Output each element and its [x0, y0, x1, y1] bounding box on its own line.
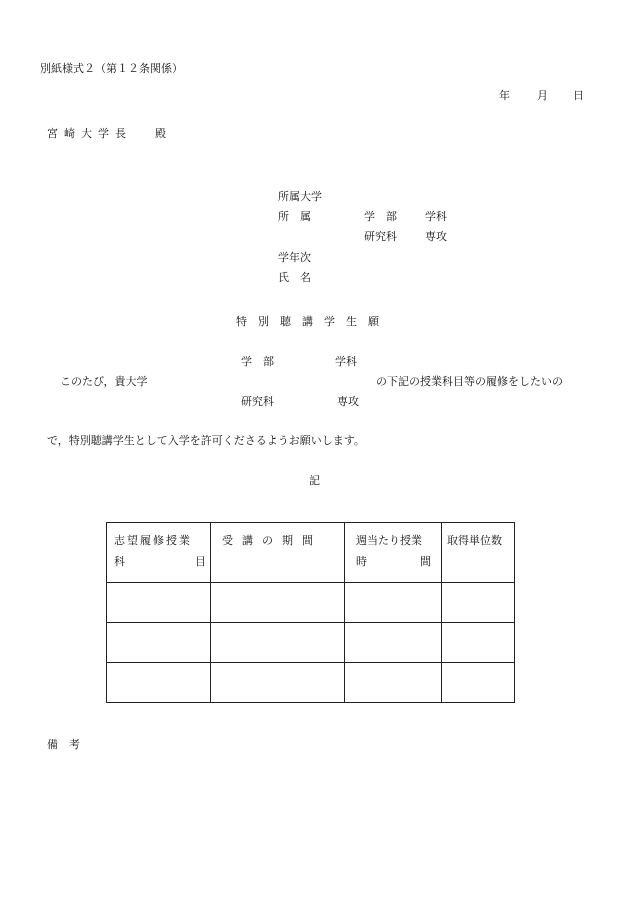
table-cell[interactable] — [107, 583, 211, 623]
label-grade: 学年次 — [278, 251, 311, 264]
label-university: 所属大学 — [278, 190, 322, 203]
header-credits-label: 取得単位数 — [447, 534, 502, 547]
table-cell[interactable] — [442, 583, 515, 623]
table-cell[interactable] — [345, 583, 442, 623]
table-cell[interactable] — [442, 663, 515, 703]
header-credits — [442, 523, 515, 583]
table-cell[interactable] — [211, 583, 345, 623]
table-row — [107, 623, 515, 663]
label-faculty: 学 部 — [364, 210, 397, 223]
date-year: 年 — [499, 89, 510, 102]
table-cell[interactable] — [107, 623, 211, 663]
table-cell[interactable] — [345, 663, 442, 703]
table-row — [107, 583, 515, 623]
form-id: 別紙様式２（第１２条関係） — [40, 62, 183, 75]
label-department: 学科 — [425, 210, 447, 223]
header-subject-line2b: 目 — [195, 555, 206, 568]
label-major: 専攻 — [425, 230, 447, 243]
table-cell[interactable] — [345, 623, 442, 663]
application-table — [106, 522, 515, 703]
header-hours — [345, 523, 442, 583]
body-line1-prefix: このたび，貴大学 — [60, 375, 148, 388]
header-hours-line1: 週当たり授業 — [356, 534, 422, 547]
table-header-row — [107, 523, 515, 583]
body-department: 学科 — [335, 355, 357, 368]
date-month: 月 — [537, 89, 548, 102]
body-major: 専攻 — [337, 395, 359, 408]
ki-mark: 記 — [309, 474, 320, 487]
body-faculty: 学 部 — [241, 355, 274, 368]
label-affiliation: 所 属 — [278, 210, 311, 223]
body-line2: で，特別聴講学生として入学を許可くださるようお願いします。 — [47, 434, 365, 447]
header-period — [211, 523, 345, 583]
header-period-label: 受講の期間 — [222, 534, 322, 547]
body-line1-suffix: の下記の授業科目等の履修をしたいの — [376, 375, 563, 388]
addressee-name: 宮崎大学長 — [47, 127, 132, 140]
label-name: 氏 名 — [278, 271, 311, 284]
table-cell[interactable] — [211, 623, 345, 663]
body-graduate-school: 研究科 — [241, 395, 274, 408]
table-row — [107, 663, 515, 703]
header-hours-line2a: 時 — [356, 555, 367, 568]
header-subject-line2a: 科 — [114, 555, 125, 568]
table-cell[interactable] — [107, 663, 211, 703]
table-cell[interactable] — [211, 663, 345, 703]
label-graduate-school: 研究科 — [364, 230, 397, 243]
header-hours-line2b: 間 — [420, 555, 431, 568]
date-day: 日 — [573, 89, 584, 102]
document-title: 特別聴講学生願 — [236, 315, 390, 328]
header-subject — [107, 523, 211, 583]
remarks-label: 備 考 — [47, 738, 80, 751]
header-subject-line1: 志望履修授業 — [114, 534, 192, 547]
table-cell[interactable] — [442, 623, 515, 663]
addressee-honorific: 殿 — [155, 127, 166, 140]
